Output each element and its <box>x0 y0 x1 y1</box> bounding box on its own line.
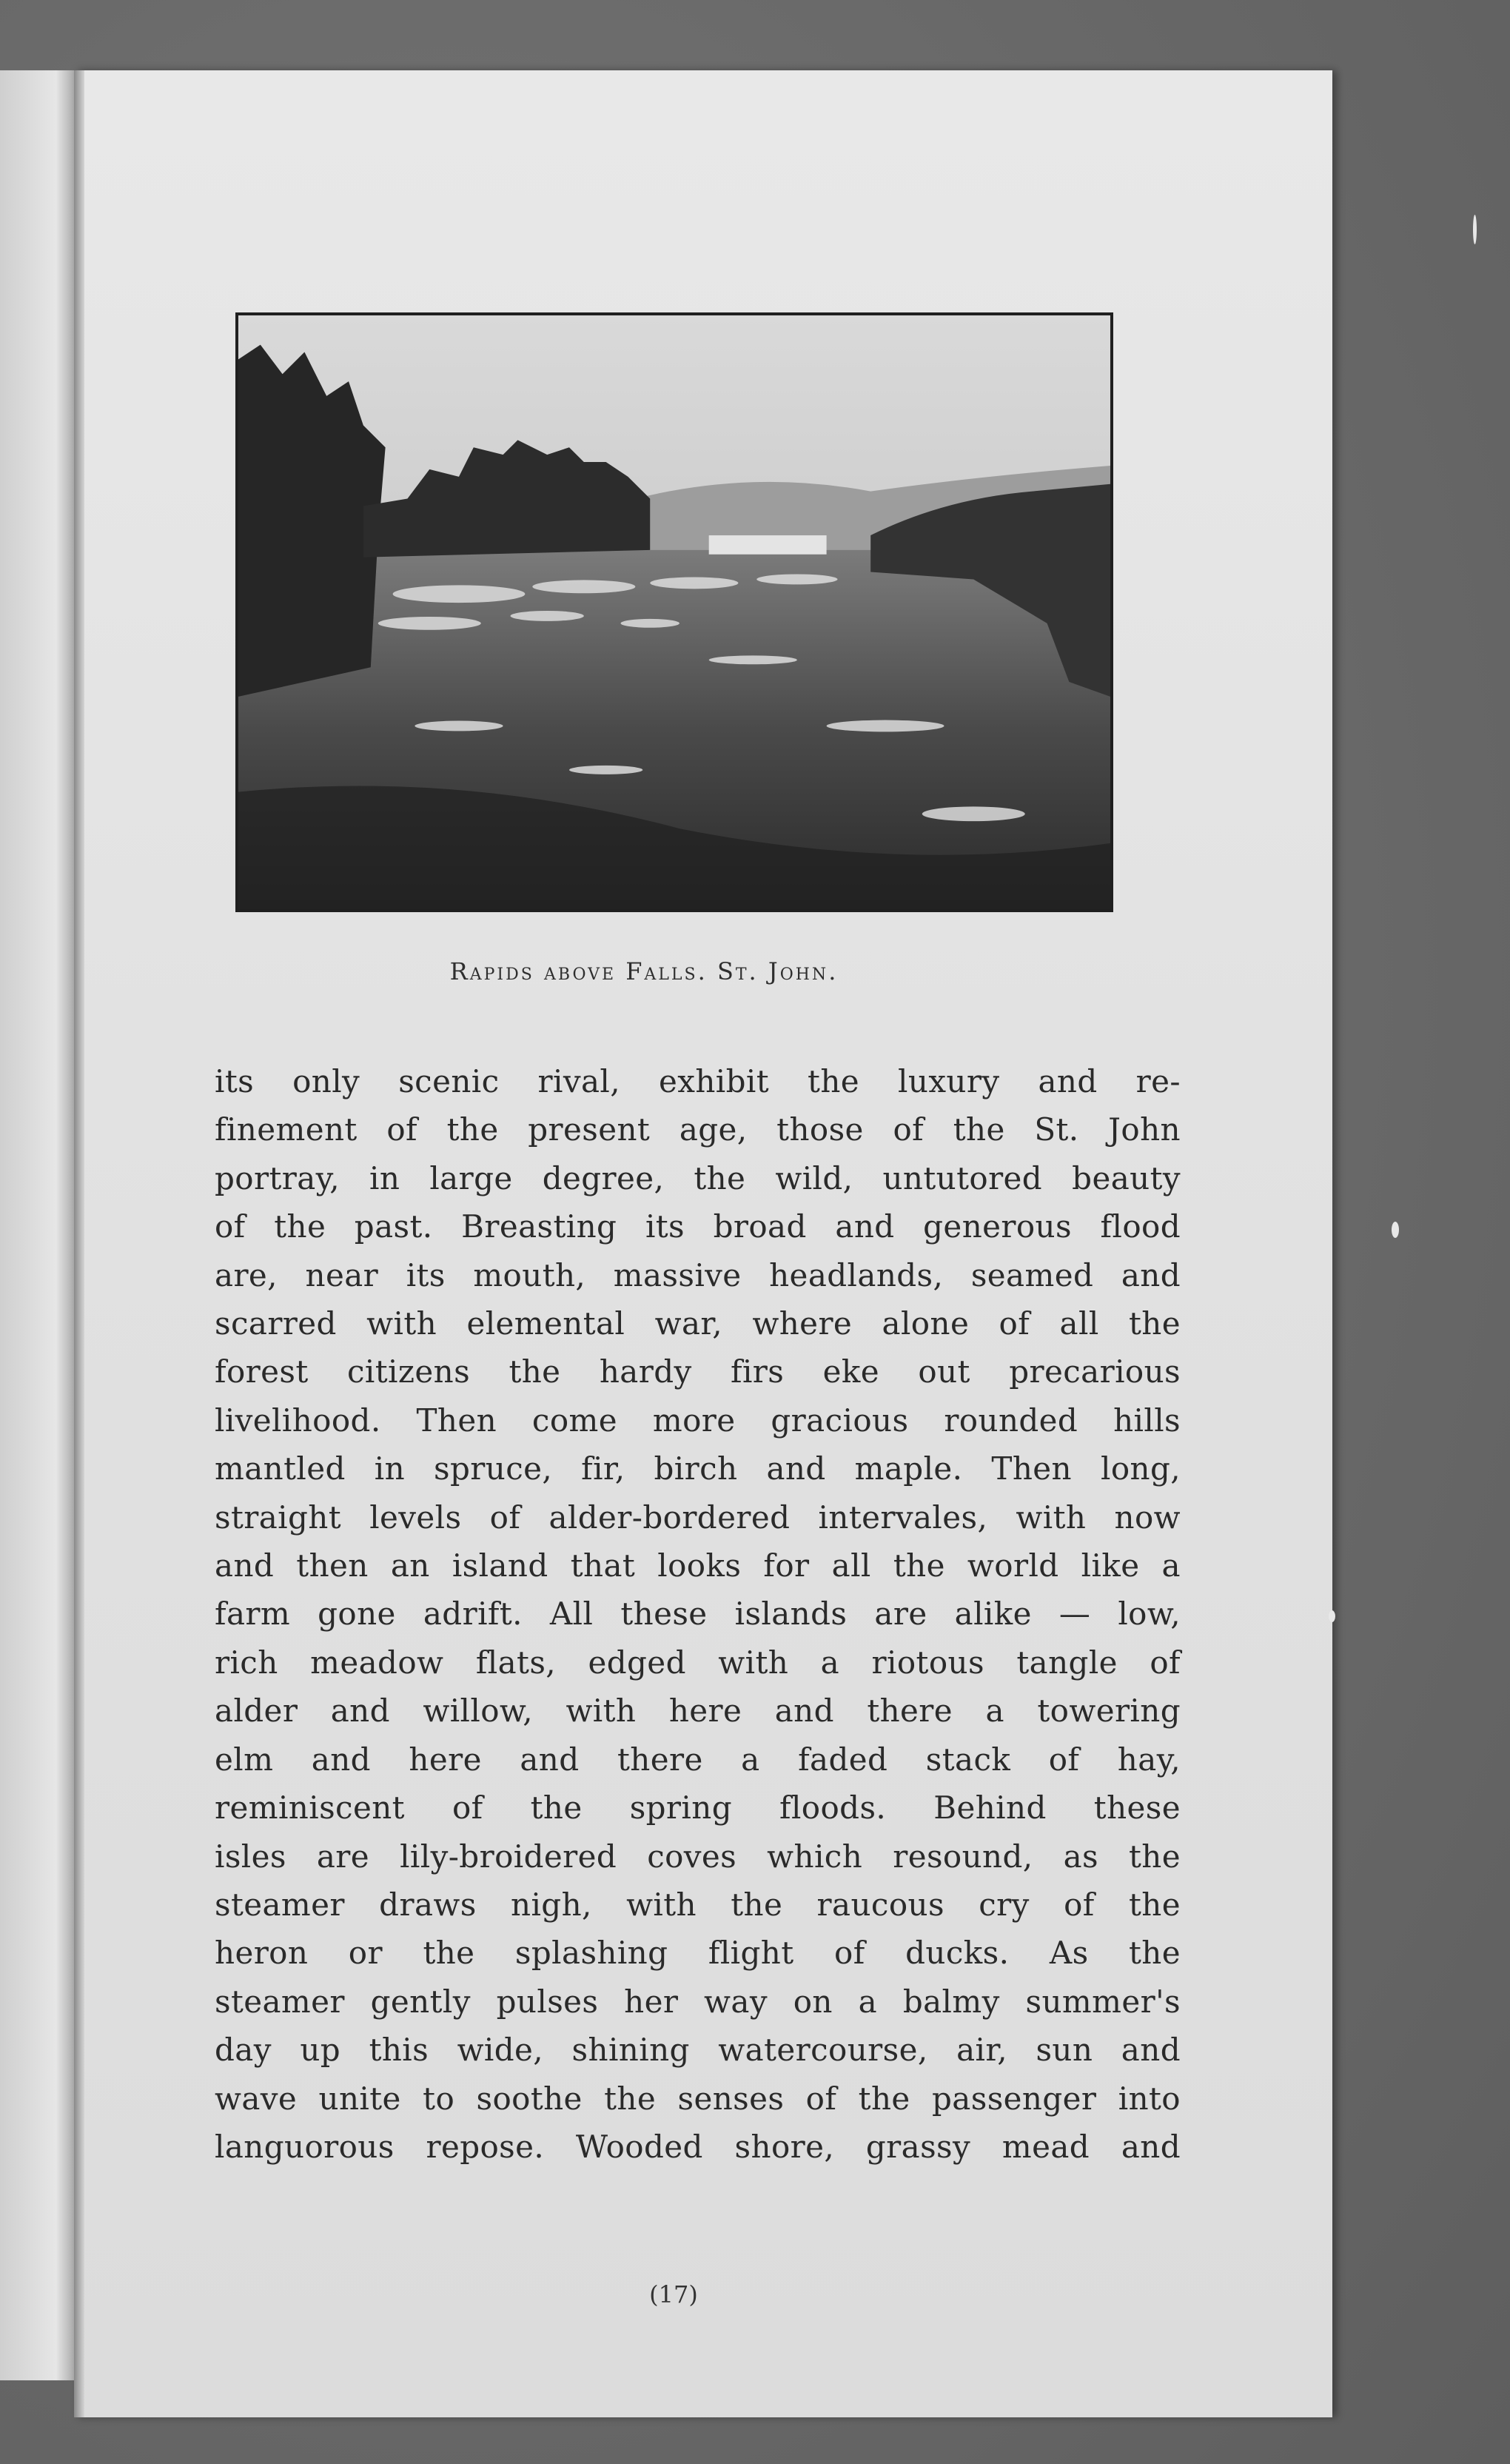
text-line: livelihood. Then come more gracious rounded hills <box>215 1402 1181 1439</box>
photo-caption <box>148 957 1140 985</box>
text-line: wave unite to soothe the senses of the passenger into <box>215 2080 1181 2117</box>
text-line: isles are lily-broidered coves which resound, as the <box>215 1838 1181 1875</box>
text-line: its only scenic rival, exhibit the luxury and re- <box>215 1063 1181 1099</box>
photo-illustration <box>238 315 1110 909</box>
facing-page-edge <box>0 70 80 2380</box>
text-line: are, near its mouth, massive headlands, seamed and <box>215 1256 1181 1293</box>
caption-place: Rapids above Falls <box>449 957 698 985</box>
caption-separator: . <box>697 957 717 985</box>
page-number: (17) <box>649 2280 698 2309</box>
text-line: elm and here and there a faded stack of hay, <box>215 1741 1181 1778</box>
text-line: languorous repose. Wooded shore, grassy mead and <box>215 2128 1181 2165</box>
caption-river: St. John <box>717 957 829 985</box>
text-line: straight levels of alder-bordered intervales, with now <box>215 1499 1181 1536</box>
text-line: mantled in spruce, fir, birch and maple. Then long, <box>215 1450 1181 1487</box>
text-line: steamer gently pulses her way on a balmy summer's <box>215 1983 1181 2020</box>
book-page <box>74 70 1332 2417</box>
body-text <box>215 1057 1181 2171</box>
text-line: heron or the splashing flight of ducks. As the <box>215 1935 1181 1972</box>
text-line: alder and willow, with here and there a towering <box>215 1693 1181 1730</box>
dust-speck <box>1329 1610 1335 1622</box>
text-line: steamer draws nigh, with the raucous cry of the <box>215 1886 1181 1923</box>
caption-period: . <box>828 957 839 985</box>
text-line: day up this wide, shining watercourse, air, sun and <box>215 2032 1181 2069</box>
text-line: forest citizens the hardy firs eke out precarious <box>215 1353 1181 1390</box>
dust-speck <box>1392 1222 1399 1238</box>
dust-speck <box>1473 215 1477 244</box>
text-line: scarred with elemental war, where alone of all the <box>215 1305 1181 1342</box>
rapids-photograph <box>235 312 1113 912</box>
text-line: of the past. Breasting its broad and generous flood <box>215 1208 1181 1245</box>
text-line: farm gone adrift. All these islands are alike — low, <box>215 1596 1181 1633</box>
text-line: portray, in large degree, the wild, untutored beauty <box>215 1159 1181 1196</box>
text-line: finement of the present age, those of the St. John <box>215 1111 1181 1148</box>
page-gutter <box>74 70 84 2417</box>
text-line: and then an island that looks for all the world like a <box>215 1547 1181 1584</box>
text-line: rich meadow flats, edged with a riotous tangle of <box>215 1644 1181 1681</box>
text-line: reminiscent of the spring floods. Behind these <box>215 1790 1181 1827</box>
